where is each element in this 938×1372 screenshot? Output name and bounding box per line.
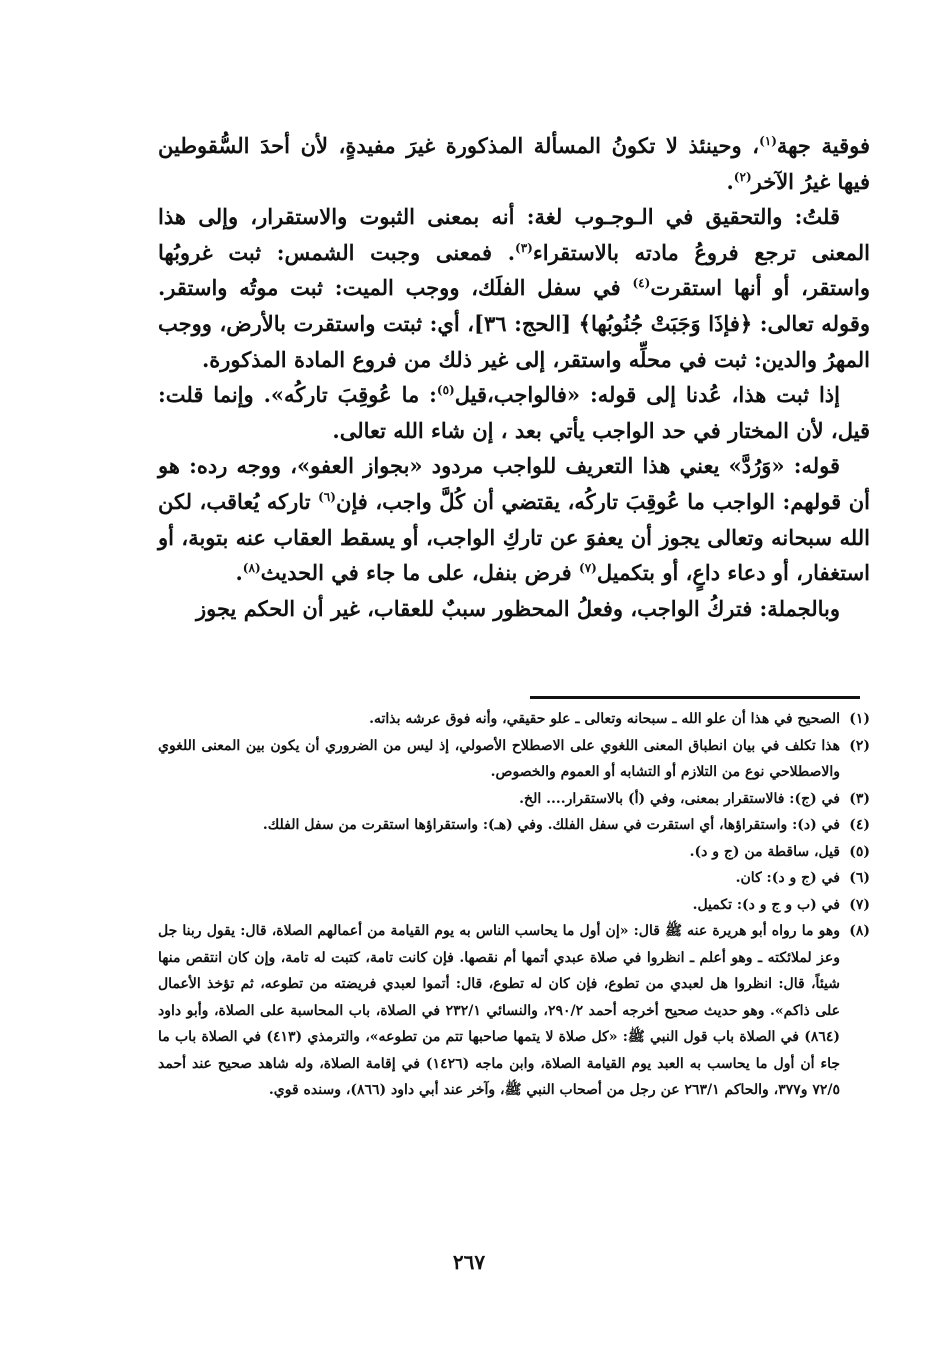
footnote-item: [158, 706, 870, 733]
text-segment: إذا ثبت هذا، عُدنا إلى قوله: «فالواجب،قيل: [454, 382, 840, 408]
footnote-reference: (٥): [436, 383, 455, 398]
footnote-number: (٨): [849, 923, 870, 939]
footnote-number: (٦): [849, 870, 870, 886]
footnote-item: [158, 733, 870, 786]
footnote-reference: (٨): [242, 561, 261, 576]
footnote-item: [158, 786, 870, 813]
text-segment: ، وحينئذ لا تكونُ المسألة المذكورة غيرَ مفيدةٍ، لأن أحدَ السُّقوطين فيها غيرُ الآخر: [158, 133, 870, 194]
footnote-item: [158, 918, 870, 1104]
body-paragraph: [158, 199, 870, 377]
footnote-reference: (٢): [733, 169, 752, 184]
footnote-reference: (٣): [515, 240, 533, 255]
footnote-number: (١): [849, 711, 870, 727]
footnote-item: [158, 892, 870, 919]
page-number: ٢٦٧: [452, 1250, 486, 1274]
body-paragraph: [158, 128, 870, 199]
footnotes-section: [158, 706, 870, 1104]
footnote-number: (٥): [849, 843, 870, 860]
text-segment: . فمعنى وجبت الشمس: ثبت غروبُها واستقر، أو أنها استقرت: [158, 239, 870, 301]
text-segment: .: [726, 168, 734, 194]
footnote-text: هذا تكلف في بيان انطباق المعنى اللغوي على الاصطلاح الأصولي، إذ ليس من الضروري أن يكون بين المعنى اللغوي والاصطلاحي نوع من التلازم أو التشابه أو العموم والخصوص.: [158, 737, 840, 780]
footnote-reference: (١): [759, 134, 777, 148]
text-segment: : ما عُوقِبَ تاركُه». وإنما قلت: قيل، لأن المختار في حد الواجب يأتي بعد ، إن شاء الله تعالى.: [158, 382, 870, 443]
footnote-number: (٢): [849, 737, 870, 754]
footnote-text: في (ب و ج و د): تكميل.: [692, 896, 840, 913]
body-paragraph: [158, 591, 870, 627]
footnote-text: قيل، ساقطة من (ج و د).: [689, 843, 840, 860]
footnote-number: (٣): [849, 790, 870, 807]
main-body-text: [158, 128, 870, 626]
text-segment: قلتُ: والتحقيق في الـوجـوب لغة: أنه بمعنى الثبوت والاستقرار، وإلى هذا المعنى ترجع فروعُ مادته بالاستقراء: [158, 204, 870, 265]
footnote-reference: (٤): [632, 276, 651, 291]
text-segment: قوله: «وَرُدَّ» يعني هذا التعريف للواجب مردود «بجواز العفو»، ووجه رده: هو أن قولهم: الواجب ما عُوقِبَ تاركُه، يقتضي أن كُلَّ واجب، فإن: [158, 453, 870, 514]
text-segment: .: [235, 560, 243, 586]
footnote-item: [158, 839, 870, 866]
body-paragraph: [158, 448, 870, 590]
footnote-item: [158, 865, 870, 892]
footnote-text: في (ج): فالاستقرار بمعنى، وفي (أ) بالاستقرار.... الخ.: [519, 790, 840, 807]
text-segment: فوقية جهة: [776, 133, 870, 158]
text-segment: فرض بنفل، على ما جاء في الحديث: [260, 560, 580, 586]
footnote-item: [158, 812, 870, 839]
footnote-text: وهو ما رواه أبو هريرة عنه ﷺ قال: «إن أول ما يحاسب الناس به يوم القيامة من أعمالهم الصلاة، قال: يقول ربنا جل وعز لملائكته ـ وهو أعلم ـ انظروا في صلاة عبدي أتمها أم نقصها. فإن كانت تامة، كتبت له تامة، وإن كان انتقص منها شيئاً، قال: انظروا هل لعبدي من تطوع، فإن كان له تطوع، قال: أتموا لعبدي فريضته من تطوعه، ثم تؤخذ الأعمال على ذاكم». وهو حديث صحيح أخرجه أحمد ٢٩٠/٢، والنسائي ٢٣٢/١ في الصلاة، باب المحاسبة على الصلاة، وأبو داود (٨٦٤) في الصلاة باب قول النبي ﷺ: «كل صلاة لا يتمها صاحبها تتم من تطوعه»، والترمذي (٤١٣) في الصلاة باب ما جاء أن أول ما يحاسب به العبد يوم القيامة الصلاة، وابن ماجه (١٤٢٦) في إقامة الصلاة، وله شاهد صحيح عند أحمد ٧٢/٥ و٣٧٧، والحاكم ٢٦٣/١ عن رجل من أصحاب النبي ﷺ، وآخر عند أبي داود (٨٦٦)، وسنده قوي.: [158, 923, 840, 1098]
footnote-reference: (٦): [318, 489, 336, 504]
footnote-number: (٤): [849, 817, 870, 833]
footnote-separator: [530, 696, 860, 699]
text-segment: تاركه يُعاقب، لكن الله سبحانه وتعالى يجوز أن يعفوَ عن تاركِ الواجب، أو يسقط العقاب عنه بتوبة، أو استغفار، أو دعاء داعٍ، أو بتكميل: [158, 488, 870, 586]
body-paragraph: [158, 377, 870, 448]
footnote-text: الصحيح في هذا أن علو الله ـ سبحانه وتعالى ـ علو حقيقي، وأنه فوق عرشه بذاته.: [369, 711, 840, 727]
footnote-text: في (د): واستقراؤها، أي استقرت في سفل الفلك. وفي (هـ): واستقراؤها استقرت من سفل الفلك.: [262, 817, 840, 833]
text-segment: وبالجملة: فتركُ الواجب، وفعلُ المحظور سببٌ للعقاب، غير أن الحكم يجوز: [196, 595, 840, 621]
text-segment: في سفل الفلَك، ووجب الميت: ثبت موتُه واستقر. وقوله تعالى: ﴿فإذَا وَجَبَتْ جُنُوبُها﴾ [الحج: ٣٦]، أي: ثبتت واستقرت بالأرض، ووجب المهرُ والدين: ثبت في محلِّه واستقر، إلى غير ذلك من فروع المادة المذكورة.: [158, 275, 870, 372]
footnote-reference: (٧): [579, 561, 597, 576]
footnote-text: في (ج و د): كان.: [735, 870, 840, 886]
footnote-number: (٧): [849, 896, 870, 913]
